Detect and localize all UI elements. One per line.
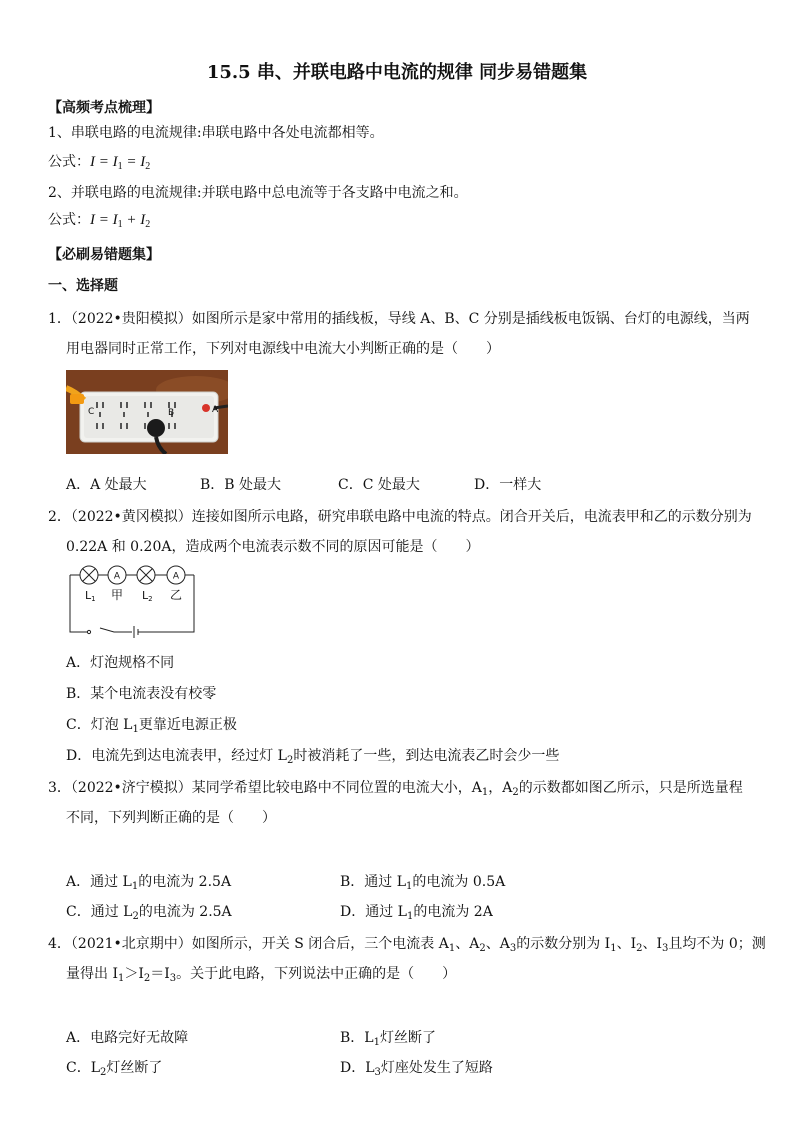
- q1-option-a[interactable]: A．A 处最大: [66, 477, 147, 493]
- q3-option-c[interactable]: C．通过 $L_2$的电流为 2.5A: [66, 904, 232, 922]
- q4-option-c[interactable]: C．$L_2$灯丝断了: [66, 1060, 163, 1078]
- ammeter-jia-label: 甲: [111, 588, 124, 602]
- formula-parallel-expression: $I = I_1 + I_2$: [90, 212, 151, 230]
- lamp-l2-label: L2: [142, 589, 153, 603]
- series-circuit-diagram: [66, 562, 198, 638]
- section-heading-choice: 一、选择题: [48, 278, 118, 294]
- q4-option-b[interactable]: B．$L_1$灯丝断了: [340, 1030, 436, 1048]
- power-strip-illustration: [66, 370, 228, 454]
- q2-text-line2: 0.22A 和 0.20A，造成两个电流表示数不同的原因可能是（ ）: [66, 539, 480, 555]
- formula-series: 公式：$I = I_1 = I_2$: [48, 154, 151, 172]
- ammeter-jia-symbol: A: [113, 571, 121, 582]
- q1-option-b[interactable]: B．B 处最大: [200, 477, 282, 493]
- section-heading-key-points: 【高频考点梳理】: [48, 100, 160, 116]
- q3-text-line1: 3．（2022•济宁模拟）某同学希望比较电路中不同位置的电流大小，$A_1$，$A_2$的示数都如图乙所示，只是所选量程: [48, 780, 743, 798]
- q3-option-a[interactable]: A．通过 $L_1$的电流为 2.5A: [66, 874, 232, 892]
- q3-option-b[interactable]: B．通过 $L_1$的电流为 0.5A: [340, 874, 506, 892]
- point-series-rule: 1、串联电路的电流规律:串联电路中各处电流都相等。: [48, 125, 384, 141]
- q4-option-d[interactable]: D．$L_3$灯座处发生了短路: [340, 1060, 493, 1078]
- q2-option-b[interactable]: B．某个电流表没有校零: [66, 686, 217, 702]
- q1-text-line2: 用电器同时正常工作，下列对电源线中电流大小判断正确的是（ ）: [66, 341, 500, 357]
- section-heading-mistakes: 【必刷易错题集】: [48, 247, 160, 263]
- q4-text-line2: 量得出 $I_1>I_2=I_3$。关于此电路，下列说法中正确的是（ ）: [66, 966, 457, 984]
- ammeter-yi-label: 乙: [170, 588, 183, 602]
- power-strip-photo: [66, 370, 228, 454]
- q3-option-d[interactable]: D．通过 $L_1$的电流为 2A: [340, 904, 493, 922]
- q1-text-line1: 1．（2022•贵阳模拟）如图所示是家中常用的插线板，导线 A、B、C 分别是插线板电饭锅、台灯的电源线，当两: [48, 311, 750, 327]
- q3-text-line2: 不同，下列判断正确的是（ ）: [66, 810, 276, 826]
- lamp-l1-label: L1: [85, 589, 96, 603]
- q2-option-d[interactable]: D．电流先到达电流表甲，经过灯 $L_2$时被消耗了一些，到达电流表乙时会少一些: [66, 748, 560, 766]
- q1-option-d[interactable]: D．一样大: [474, 477, 542, 493]
- formula-parallel: 公式：$I = I_1 + I_2$: [48, 212, 151, 230]
- q2-option-c[interactable]: C．灯泡 $L_1$更靠近电源正极: [66, 717, 237, 735]
- q4-text-line1: 4．（2021•北京期中）如图所示，开关 S 闭合后，三个电流表 $A_1$、$A_2$、$A_3$的示数分别为 $I_1$、$I_2$、$I_3$且均不为 0；测: [48, 936, 766, 954]
- q2-option-a[interactable]: A．灯泡规格不同: [66, 655, 175, 671]
- formula-series-expression: $I = I_1 = I_2$: [90, 154, 151, 172]
- photo-label-a: A: [212, 405, 219, 415]
- q1-option-c[interactable]: C．C 处最大: [338, 477, 420, 493]
- photo-label-b: B: [168, 408, 175, 418]
- point-parallel-rule: 2、并联电路的电流规律:并联电路中总电流等于各支路中电流之和。: [48, 185, 468, 201]
- photo-label-c: C: [88, 407, 95, 417]
- ammeter-yi-symbol: A: [172, 571, 180, 582]
- q4-option-a[interactable]: A．电路完好无故障: [66, 1030, 189, 1046]
- q2-text-line1: 2．（2022•黄冈模拟）连接如图所示电路，研究串联电路中电流的特点。闭合开关后，电流表甲和乙的示数分别为: [48, 509, 752, 525]
- page-title: 15.5 串、并联电路中电流的规律 同步易错题集: [206, 62, 588, 83]
